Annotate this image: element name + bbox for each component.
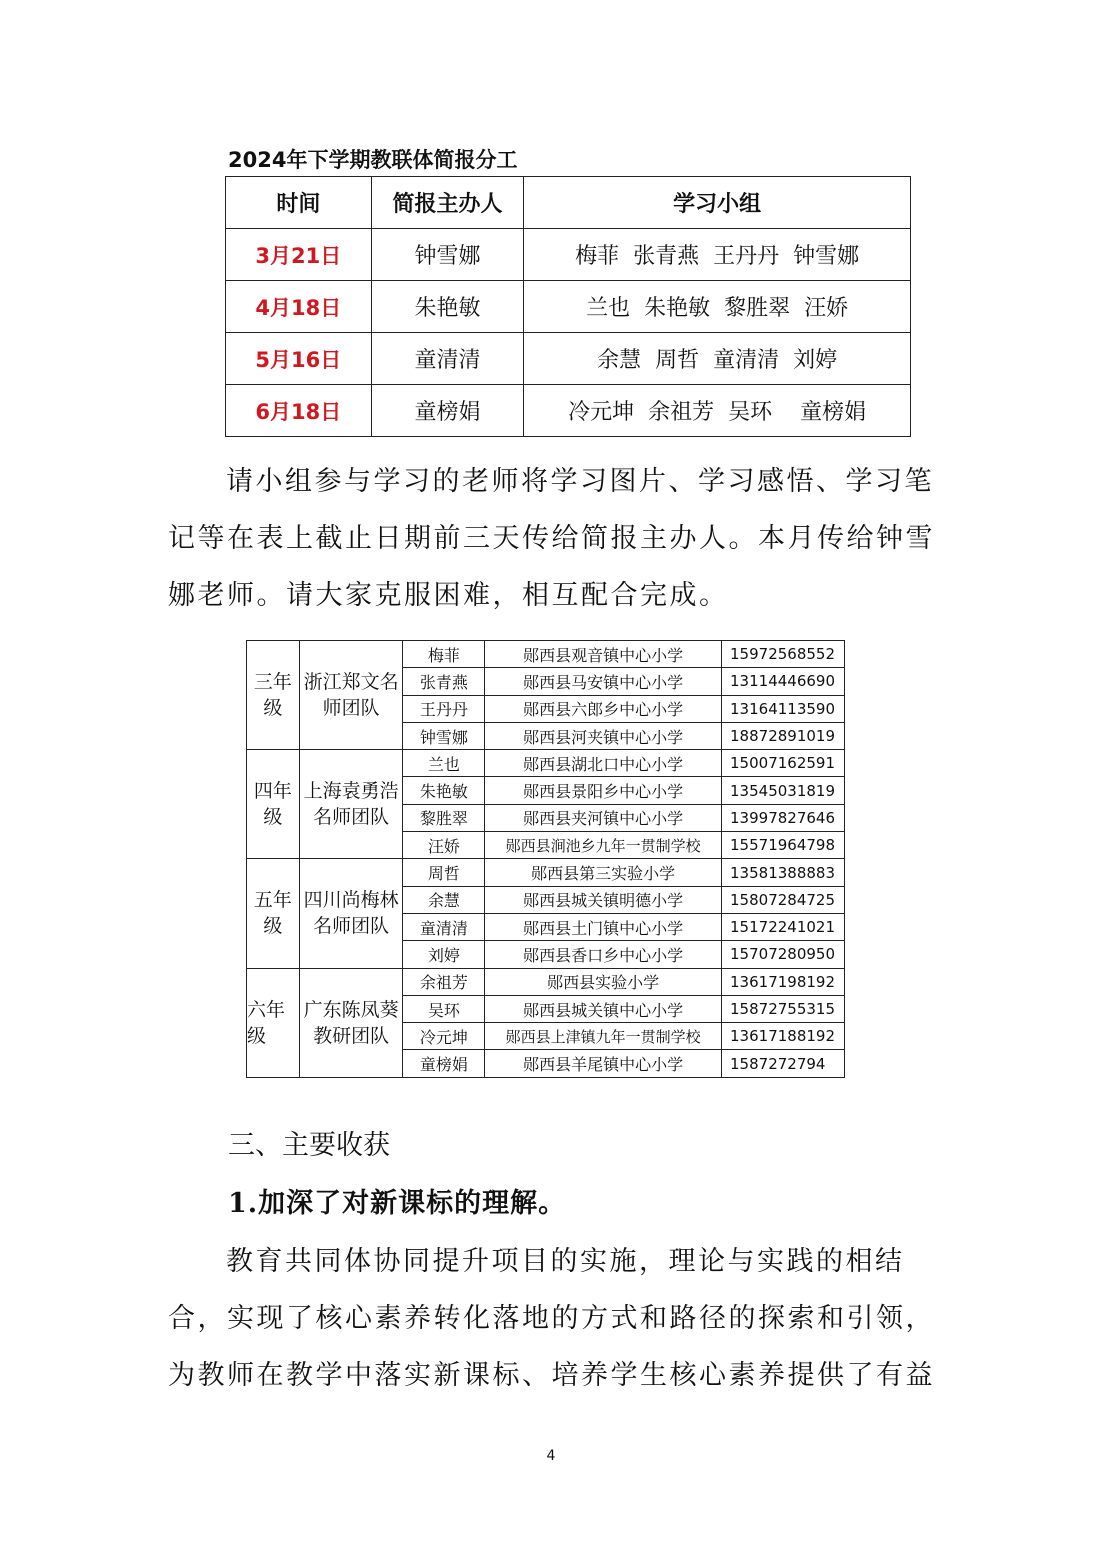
schedule-group: 梅菲 张青燕 王丹丹 钟雪娜 xyxy=(524,229,911,281)
member-phone: 13164113590 xyxy=(722,695,845,722)
member-name: 童榜娟 xyxy=(403,1050,485,1077)
member-school: 郧西县夹河镇中心小学 xyxy=(485,804,722,831)
member-phone: 15972568552 xyxy=(722,641,845,668)
member-phone: 13617198192 xyxy=(722,968,845,995)
member-phone: 13114446690 xyxy=(722,668,845,695)
sub-heading: 1.加深了对新课标的理解。 xyxy=(228,1188,567,1219)
team-row xyxy=(247,641,845,668)
member-name: 冷元坤 xyxy=(403,1023,485,1050)
team-name-cell: 浙江郑文名师团队 xyxy=(299,641,403,750)
member-school: 郧西县观音镇中心小学 xyxy=(485,641,722,668)
member-phone: 15007162591 xyxy=(722,750,845,777)
member-phone: 15172241021 xyxy=(722,913,845,940)
team-name-cell: 广东陈凤葵教研团队 xyxy=(299,968,403,1077)
member-school: 郧西县马安镇中心小学 xyxy=(485,668,722,695)
member-name: 周哲 xyxy=(403,859,485,886)
grade-cell: 三年级 xyxy=(247,641,300,750)
schedule-header-row xyxy=(226,177,911,229)
member-school: 郧西县六郎乡中心小学 xyxy=(485,695,722,722)
member-phone: 15807284725 xyxy=(722,886,845,913)
schedule-host: 钟雪娜 xyxy=(371,229,524,281)
member-name: 黎胜翠 xyxy=(403,804,485,831)
member-school: 郧西县景阳乡中心小学 xyxy=(485,777,722,804)
schedule-host: 童清清 xyxy=(371,333,524,385)
schedule-row xyxy=(226,281,911,333)
member-name: 钟雪娜 xyxy=(403,722,485,749)
member-phone: 15707280950 xyxy=(722,941,845,968)
member-name: 朱艳敏 xyxy=(403,777,485,804)
member-school: 郧西县第三实验小学 xyxy=(485,859,722,886)
member-name: 余祖芳 xyxy=(403,968,485,995)
member-name: 兰也 xyxy=(403,750,485,777)
member-name: 梅菲 xyxy=(403,641,485,668)
team-row xyxy=(247,859,845,886)
member-school: 郧西县河夹镇中心小学 xyxy=(485,722,722,749)
body-paragraph: 教育共同体协同提升项目的实施，理论与实践的相结合，实现了核心素养转化落地的方式和路径的探索和引领，为教师在教学中落实新课标、培养学生核心素养提供了有益 xyxy=(168,1246,935,1391)
instruction-paragraph: 请小组参与学习的老师将学习图片、学习感悟、学习笔记等在表上截止日期前三天传给简报主办人。本月传给钟雪娜老师。请大家克服困难，相互配合完成。 xyxy=(168,466,935,611)
member-phone: 15872755315 xyxy=(722,995,845,1022)
schedule-group: 兰也 朱艳敏 黎胜翠 汪娇 xyxy=(524,281,911,333)
member-school: 郧西县上津镇九年一贯制学校 xyxy=(485,1023,722,1050)
team-row xyxy=(247,750,845,777)
member-school: 郧西县湖北口中心小学 xyxy=(485,750,722,777)
member-school: 郧西县城关镇中心小学 xyxy=(485,995,722,1022)
member-school: 郧西县涧池乡九年一贯制学校 xyxy=(485,832,722,859)
member-name: 王丹丹 xyxy=(403,695,485,722)
member-school: 郧西县城关镇明德小学 xyxy=(485,886,722,913)
schedule-table xyxy=(225,176,911,437)
member-name: 刘婷 xyxy=(403,941,485,968)
header-group: 学习小组 xyxy=(524,177,911,229)
member-name: 吴环 xyxy=(403,995,485,1022)
schedule-date: 3月21日 xyxy=(226,229,372,281)
member-phone: 13581388883 xyxy=(722,859,845,886)
header-time: 时间 xyxy=(226,177,372,229)
member-phone: 18872891019 xyxy=(722,722,845,749)
section-heading: 三、主要收获 xyxy=(228,1130,390,1161)
schedule-row xyxy=(226,385,911,437)
member-school: 郧西县羊尾镇中心小学 xyxy=(485,1050,722,1077)
team-name-cell: 上海袁勇浩名师团队 xyxy=(299,750,403,859)
schedule-host: 朱艳敏 xyxy=(371,281,524,333)
schedule-group: 余慧 周哲 童清清 刘婷 xyxy=(524,333,911,385)
schedule-date: 4月18日 xyxy=(226,281,372,333)
member-phone: 13997827646 xyxy=(722,804,845,831)
member-phone: 15571964798 xyxy=(722,832,845,859)
member-phone: 13617188192 xyxy=(722,1023,845,1050)
schedule-date: 5月16日 xyxy=(226,333,372,385)
member-school: 郧西县实验小学 xyxy=(485,968,722,995)
member-school: 郧西县香口乡中心小学 xyxy=(485,941,722,968)
schedule-group: 冷元坤 余祖芳 吴环 童榜娟 xyxy=(524,385,911,437)
page-number: 4 xyxy=(546,1448,556,1464)
grade-cell: 四年级 xyxy=(247,750,300,859)
member-name: 张青燕 xyxy=(403,668,485,695)
member-name: 童清清 xyxy=(403,913,485,940)
schedule-title: 2024年下学期教联体简报分工 xyxy=(228,148,518,172)
schedule-host: 童榜娟 xyxy=(371,385,524,437)
member-name: 余慧 xyxy=(403,886,485,913)
grade-cell: 五年级 xyxy=(247,859,300,968)
schedule-row xyxy=(226,229,911,281)
member-school: 郧西县土门镇中心小学 xyxy=(485,913,722,940)
schedule-row xyxy=(226,333,911,385)
team-table xyxy=(246,640,845,1078)
grade-cell: 六年级 xyxy=(247,968,300,1077)
schedule-date: 6月18日 xyxy=(226,385,372,437)
header-host: 简报主办人 xyxy=(371,177,524,229)
team-row xyxy=(247,968,845,995)
member-phone: 1587272794 xyxy=(722,1050,845,1077)
member-name: 汪娇 xyxy=(403,832,485,859)
member-phone: 13545031819 xyxy=(722,777,845,804)
team-name-cell: 四川尚梅林名师团队 xyxy=(299,859,403,968)
